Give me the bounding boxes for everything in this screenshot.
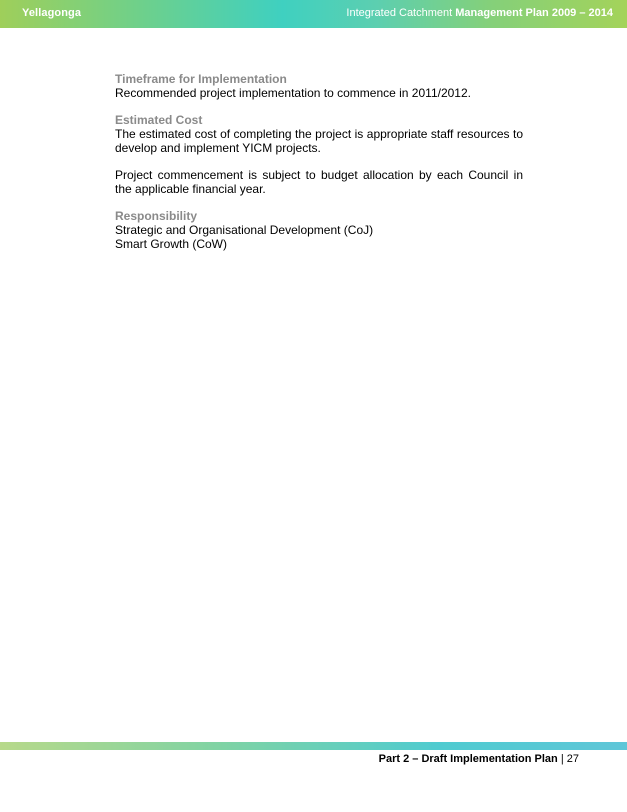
footer-separator: |: [557, 753, 567, 765]
document-full-title: [346, 7, 613, 19]
section-paragraph: Project commencement is subject to budget allocation by each Council in the applicable financial year.: [115, 168, 523, 196]
section-estimated-cost: [115, 113, 523, 196]
section-heading: Estimated Cost: [115, 113, 203, 127]
page-number: 27: [566, 753, 579, 765]
responsibility-line: Strategic and Organisational Development (CoJ): [115, 223, 374, 237]
footer-band: [0, 742, 627, 750]
section-timeframe: [115, 72, 523, 100]
footer-page-label: [379, 753, 579, 765]
section-paragraph: The estimated cost of completing the project is appropriate staff resources to develop and implement YICM projects.: [115, 127, 523, 155]
document-title-bold: Management Plan 2009 – 2014: [455, 7, 613, 19]
responsibility-line: Smart Growth (CoW): [115, 237, 228, 251]
page-content: [115, 72, 523, 264]
section-heading: Responsibility: [115, 209, 198, 223]
document-title-prefix: Integrated Catchment: [346, 7, 456, 19]
section-responsibility: [115, 209, 523, 251]
footer-part-label: Part 2 – Draft Implementation Plan: [378, 753, 558, 765]
header-band: [0, 0, 627, 28]
document-short-title: Yellagonga: [22, 7, 82, 19]
section-paragraph: Recommended project implementation to commence in 2011/2012.: [115, 86, 471, 100]
section-heading: Timeframe for Implementation: [115, 72, 287, 86]
